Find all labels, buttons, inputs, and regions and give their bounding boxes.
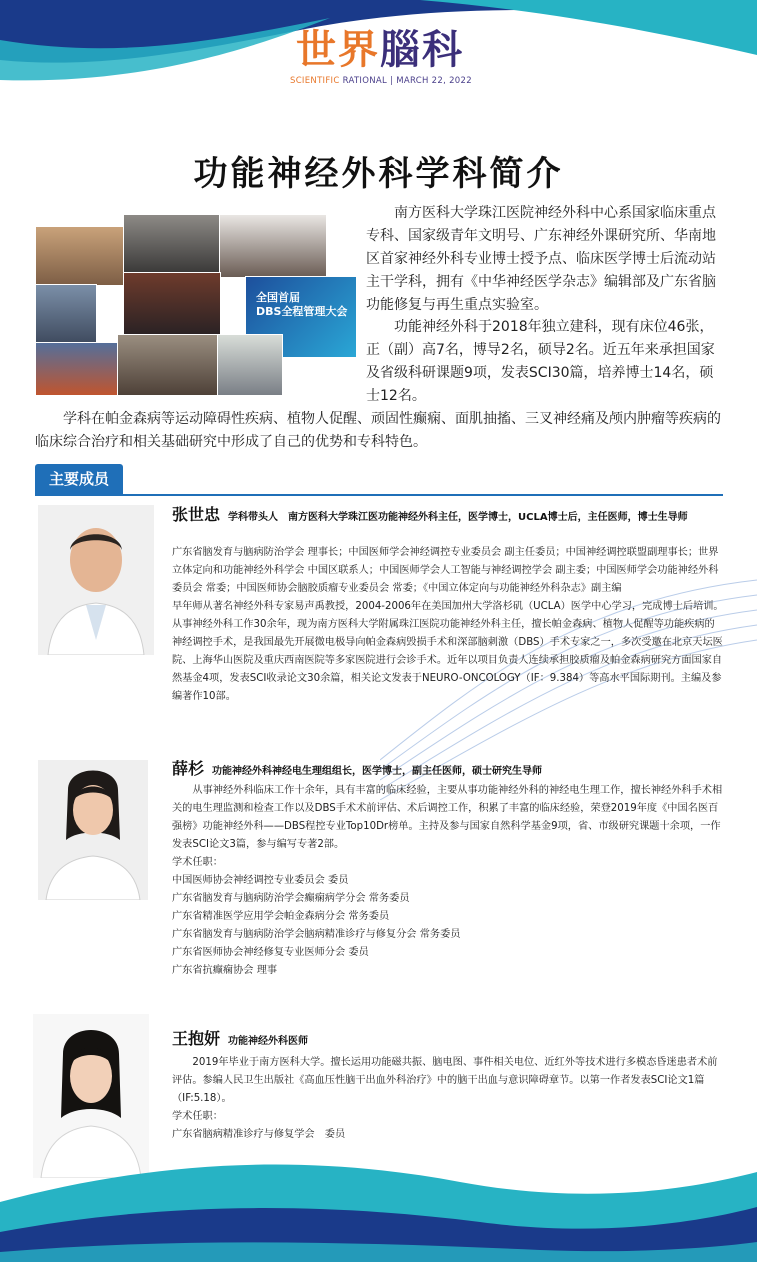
member-2-duty-4: 广东省脑发育与脑病防治学会脑病精准诊疗与修复分会 常务委员 [172,929,461,940]
member-2-text [172,782,724,980]
logo-subtitle: SCIENTIFIC RATIONAL | MARCH 22, 2022 [290,76,472,86]
logo-char-3: 腦 [380,27,422,73]
banner-line-1: 全国首届 [256,291,300,304]
member-2-photo [38,760,148,900]
logo-sub-mid: RATIONAL [342,76,388,86]
member-1-heading [172,506,724,527]
portrait-icon [38,505,154,655]
member-3-role: 功能神经外科医师 [228,1036,309,1047]
member-2-bio: 从事神经外科临床工作十余年，具有丰富的临床经验，主要从事功能神经外科的神经电生理工作，擅长神经外科手术相关的电生理监测和检查工作以及DBS手术术前评估、术后调控工作，积累了丰富的临床经验，荣登2019年度《中国名医百强榜》功能神经外科——DBS程控专业Top10Dr榜单。主持及参与国家自然科学基金9项，省、市级研究课题十余项，一作发表SCI论文3篇，参与编写专著2部。 [172,785,723,850]
logo-sub-left: SCIENTIFIC [290,76,340,86]
bottom-wave-decoration [0,1142,757,1262]
member-2-duty-6: 广东省抗癫痫协会 理事 [172,965,278,976]
member-1-text [172,544,724,706]
collage-photo-7 [35,342,119,396]
collage-photo-8 [117,334,219,396]
logo-char-2: 界 [338,27,380,73]
collage-photo-3 [219,214,327,278]
conference-banner [256,291,347,319]
member-2-role: 功能神经外科神经电生理组组长，医学博士，副主任医师，硕士研究生导师 [212,766,543,777]
banner-line-2: DBS全程管理大会 [256,305,348,318]
intro-paragraph-3: 学科在帕金森病等运动障碍性疾病、植物人促醒、顽固性癫痫、面肌抽搐、三叉神经痛及颅内肿瘤等疾病的临床综合治疗和相关基础研究中形成了自己的优势和专科特色。 [35,411,721,450]
member-3-text [172,1054,724,1144]
intro-paragraph-1: 南方医科大学珠江医院神经外科中心系国家临床重点专科、国家级青年文明号、广东神经外课研究所、华南地区首家神经外科专业博士授予点、临床医学博士后流动站主干学科，拥有《中华神经医学杂志》编辑部及广东省脑功能修复与再生重点实验室。 [366,205,716,313]
member-2-duty-1: 中国医师协会神经调控专业委员会 委员 [172,875,349,886]
intro-paragraph-2: 功能神经外科于2018年独立建科，现有床位46张，正（副）高7名，博导2名，硕导2名。近五年来承担国家及省级科研课题9项，发表SCI30篇，培养博士14名，硕士12名。 [366,319,715,404]
photo-collage [35,214,355,394]
member-3-name: 王抱妍 [172,1029,221,1048]
member-2-name: 薛杉 [172,759,205,778]
collage-photo-9 [217,334,283,396]
member-3-duties-label: 学术任职： [172,1111,223,1122]
member-1-photo [38,505,154,655]
event-logo [290,28,470,128]
member-2-heading [172,760,724,781]
member-2-duties-label: 学术任职： [172,857,223,868]
member-3-bio: 2019年毕业于南方医科大学。擅长运用功能磁共振、脑电图、事件相关电位、近红外等技术进行多模态昏迷患者术前评估。参编人民卫生出版社《高血压性脑干出血外科治疗》中的脑干出血与意识障碍章节。以第一作者发表SCI论文1篇（IF:5.18）。 [172,1057,718,1104]
member-2-duty-2: 广东省脑发育与脑病防治学会癫痫病学分会 常务委员 [172,893,410,904]
section-title: 主要成员 [35,464,123,494]
member-3-heading [172,1030,724,1051]
member-1-name: 张世忠 [172,505,221,524]
portrait-icon [38,760,148,900]
member-1-bio: 早年师从著名神经外科专家易声禹教授，2004-2006年在美国加州大学洛杉矶（UCLA）医学中心学习，完成博士后培训。从事神经外科工作30余年，现为南方医科大学附属珠江医院功能神经外科主任，擅长帕金森病、植物人促醒等功能疾病的神经调控手术，是我国最先开展微电极导向帕金森病毁损手术和深部脑刺激（DBS）手术专家之一，多次受邀在北京天坛医院、上海华山医院及重庆西南医院等多家医院进行会诊手术。近年以项目负责人连续承担胶质瘤及帕金森病研究方面国家自然基金4项，发表SCI收录论文30余篇，相关论文发表于NEURO-ONCOLOGY（IF：9.384）等高水平国际期刊。主编及参编著作10部。 [172,601,724,702]
member-1-role: 学科带头人 南方医科大学珠江医功能神经外科主任，医学博士，UCLA博士后，主任医师，博士生导师 [228,512,688,523]
section-divider [35,494,723,496]
member-1-positions: 广东省脑发育与脑病防治学会 理事长；中国医师学会神经调控专业委员会 副主任委员；中国神经调控联盟副理事长；世界立体定向和功能神经外科学会 中国区联系人；中国医师学会人工智能与神经调控学会 副主委；中国医师学会功能神经外科委员会 常委；中国医师协会脑胶质瘤专业委员会 常委；《中国立体定向与功能神经外科杂志》副主编 [172,547,719,594]
member-3-duty-1: 广东省脑病精准诊疗与修复学会 委员 [172,1129,346,1140]
member-2-duty-3: 广东省精准医学应用学会帕金森病分会 常务委员 [172,911,390,922]
member-2-duty-5: 广东省医师协会神经修复专业医师分会 委员 [172,947,369,958]
page-title: 功能神经外科学科简介 [193,154,564,194]
collage-photo-2 [123,214,221,274]
collage-photo-5 [123,272,221,336]
collage-photo-4 [35,284,97,344]
logo-sub-right: MARCH 22, 2022 [396,76,472,86]
collage-photo-1 [35,226,125,286]
logo-char-4: 科 [422,27,464,73]
logo-char-1: 世 [296,27,338,73]
